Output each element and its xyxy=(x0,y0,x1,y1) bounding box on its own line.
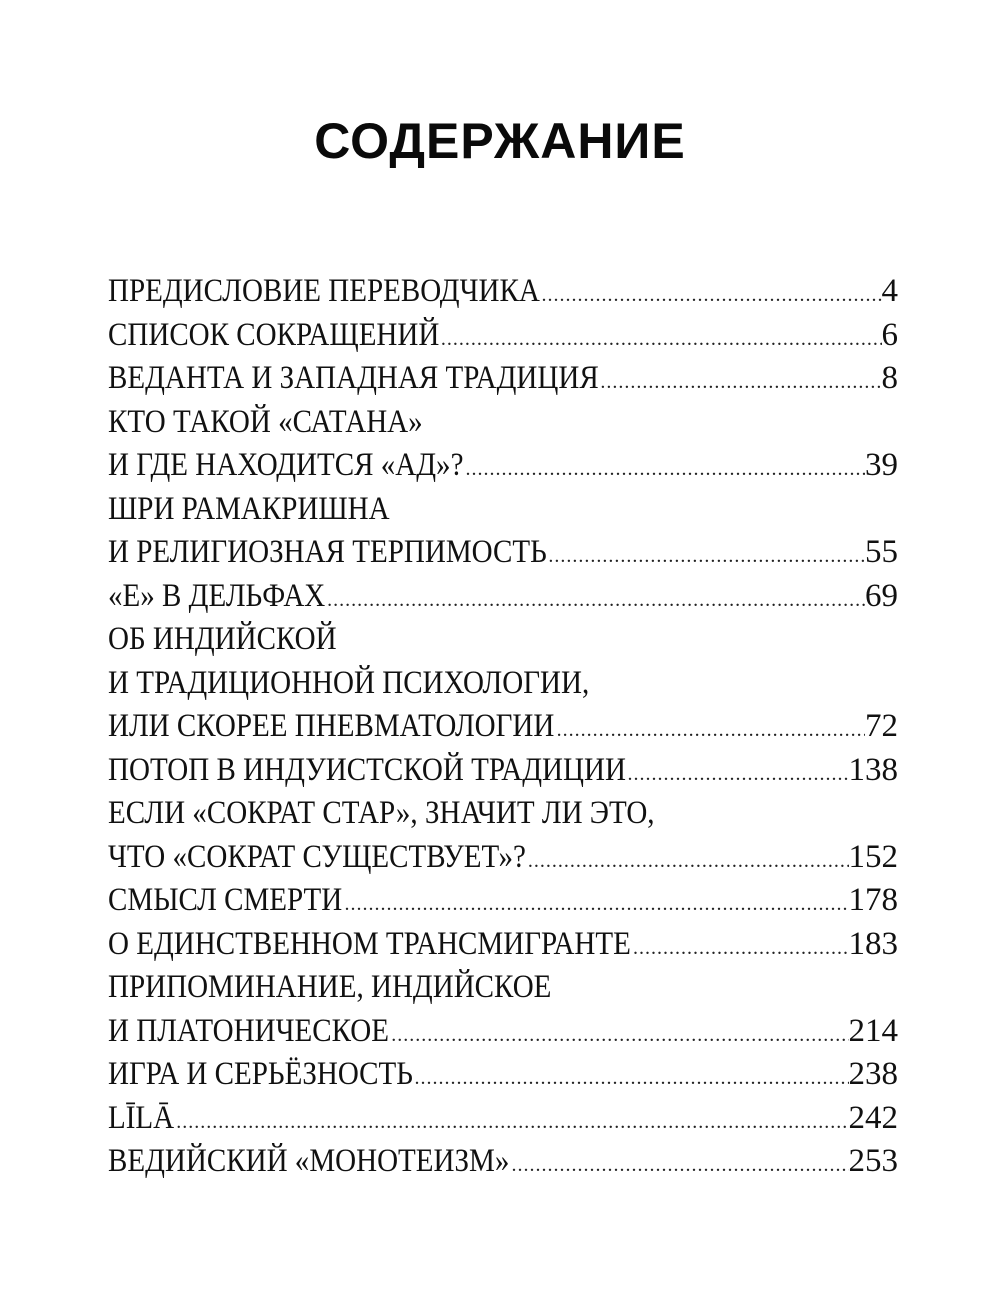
toc-entry-line-with-page xyxy=(108,531,898,575)
toc-entry-line-with-page xyxy=(108,1097,898,1141)
toc-entry-line-with-page xyxy=(108,879,898,923)
page-title: СОДЕРЖАНИЕ xyxy=(314,112,686,169)
toc-entry-line-with-page xyxy=(108,1010,898,1054)
toc-entry-line-with-page xyxy=(108,357,898,401)
toc-page-number: 39 xyxy=(865,447,898,483)
toc-page-number: 55 xyxy=(865,534,898,570)
toc-page-number: 253 xyxy=(848,1143,898,1179)
dot-leader xyxy=(441,318,882,362)
dot-leader xyxy=(391,1014,848,1058)
toc-entry[interactable] xyxy=(108,314,898,358)
toc-page-number: 8 xyxy=(881,360,898,396)
toc-entry-line xyxy=(108,792,898,836)
toc-entry-line-with-page xyxy=(108,575,898,619)
toc-page-number: 4 xyxy=(881,273,898,309)
toc-entry-title: «Е» В ДЕЛЬФАХ xyxy=(108,577,326,614)
toc-entry-title: СМЫСЛ СМЕРТИ xyxy=(108,882,343,918)
toc-page-number: 183 xyxy=(848,925,898,962)
dot-leader xyxy=(465,448,865,492)
toc-entry-line-with-page xyxy=(108,444,898,488)
toc-entry-line xyxy=(108,966,898,1010)
toc-page-number: 178 xyxy=(848,882,898,918)
toc-entry[interactable] xyxy=(108,749,898,793)
toc-entry[interactable] xyxy=(108,401,898,488)
toc-entry-line-with-page xyxy=(108,705,898,749)
toc-page-number: 214 xyxy=(848,1012,898,1049)
toc-entry-title: И ТРАДИЦИОННОЙ ПСИХОЛОГИИ, xyxy=(108,664,590,701)
dot-leader xyxy=(541,274,881,318)
toc-entry-title: О ЕДИНСТВЕННОМ ТРАНСМИГРАНТЕ xyxy=(108,925,631,962)
dot-leader xyxy=(176,1101,848,1145)
dot-leader xyxy=(628,753,849,797)
toc-entry[interactable] xyxy=(108,792,898,879)
toc-entry-title: ОБ ИНДИЙСКОЙ xyxy=(108,621,337,657)
toc-entry-title: И ПЛАТОНИЧЕСКОЕ xyxy=(108,1012,389,1049)
dot-leader xyxy=(600,361,881,405)
toc-entry-title: КТО ТАКОЙ «САТАНА» xyxy=(108,403,423,440)
dot-leader xyxy=(415,1057,849,1101)
toc-entry-title: ПРЕДИСЛОВИЕ ПЕРЕВОДЧИКА xyxy=(108,273,540,309)
toc-entry-title: ЕСЛИ «СОКРАТ СТАР», ЗНАЧИТ ЛИ ЭТО, xyxy=(108,795,655,831)
toc-page-number: 69 xyxy=(865,577,898,614)
toc-entry[interactable] xyxy=(108,618,898,749)
toc-entry-title: И РЕЛИГИОЗНАЯ ТЕРПИМОСТЬ xyxy=(108,534,547,570)
table-of-contents xyxy=(108,270,898,1184)
toc-entry-title: ПРИПОМИНАНИЕ, ИНДИЙСКОЕ xyxy=(108,969,552,1005)
toc-entry[interactable] xyxy=(108,966,898,1053)
toc-entry[interactable] xyxy=(108,488,898,575)
toc-page-number: 138 xyxy=(848,751,898,788)
dot-leader xyxy=(548,535,865,579)
toc-entry-title: LĪLĀ xyxy=(108,1099,175,1136)
toc-page-number: 6 xyxy=(881,316,898,353)
toc-entry[interactable] xyxy=(108,879,898,923)
dot-leader xyxy=(327,579,865,623)
toc-entry[interactable] xyxy=(108,575,898,619)
toc-entry-line xyxy=(108,618,898,662)
toc-entry-title: ШРИ РАМАКРИШНА xyxy=(108,490,390,527)
toc-entry-line-with-page xyxy=(108,749,898,793)
toc-entry-line xyxy=(108,401,898,445)
dot-leader xyxy=(557,709,865,753)
toc-entry-line-with-page xyxy=(108,1053,898,1097)
toc-entry[interactable] xyxy=(108,357,898,401)
toc-entry[interactable] xyxy=(108,923,898,967)
toc-page-number: 152 xyxy=(848,838,898,875)
toc-entry-line xyxy=(108,488,898,532)
dot-leader xyxy=(345,883,849,927)
toc-entry[interactable] xyxy=(108,1140,898,1184)
toc-entry-line xyxy=(108,662,898,706)
toc-entry-line-with-page xyxy=(108,314,898,358)
toc-entry[interactable] xyxy=(108,1097,898,1141)
toc-entry-line-with-page xyxy=(108,270,898,314)
dot-leader xyxy=(528,840,849,884)
toc-entry-line-with-page xyxy=(108,1140,898,1184)
dot-leader xyxy=(512,1144,849,1188)
toc-entry-title: ИГРА И СЕРЬЁЗНОСТЬ xyxy=(108,1056,413,1092)
toc-entry-title: И ГДЕ НАХОДИТСЯ «АД»? xyxy=(108,447,464,483)
toc-page-number: 238 xyxy=(848,1056,898,1092)
toc-entry-title: ВЕДИЙСКИЙ «МОНОТЕИЗМ» xyxy=(108,1143,510,1179)
toc-entry-line-with-page xyxy=(108,923,898,967)
toc-entry-title: ЧТО «СОКРАТ СУЩЕСТВУЕТ»? xyxy=(108,838,526,875)
toc-entry-title: ИЛИ СКОРЕЕ ПНЕВМАТОЛОГИИ xyxy=(108,708,555,744)
dot-leader xyxy=(633,927,848,971)
toc-page-number: 242 xyxy=(848,1099,898,1136)
toc-entry-title: ПОТОП В ИНДУИСТСКОЙ ТРАДИЦИИ xyxy=(108,751,626,788)
toc-entry[interactable] xyxy=(108,270,898,314)
toc-entry[interactable] xyxy=(108,1053,898,1097)
toc-entry-title: ВЕДАНТА И ЗАПАДНАЯ ТРАДИЦИЯ xyxy=(108,360,599,396)
toc-entry-title: СПИСОК СОКРАЩЕНИЙ xyxy=(108,316,440,353)
toc-entry-line-with-page xyxy=(108,836,898,880)
toc-page-number: 72 xyxy=(865,708,898,744)
